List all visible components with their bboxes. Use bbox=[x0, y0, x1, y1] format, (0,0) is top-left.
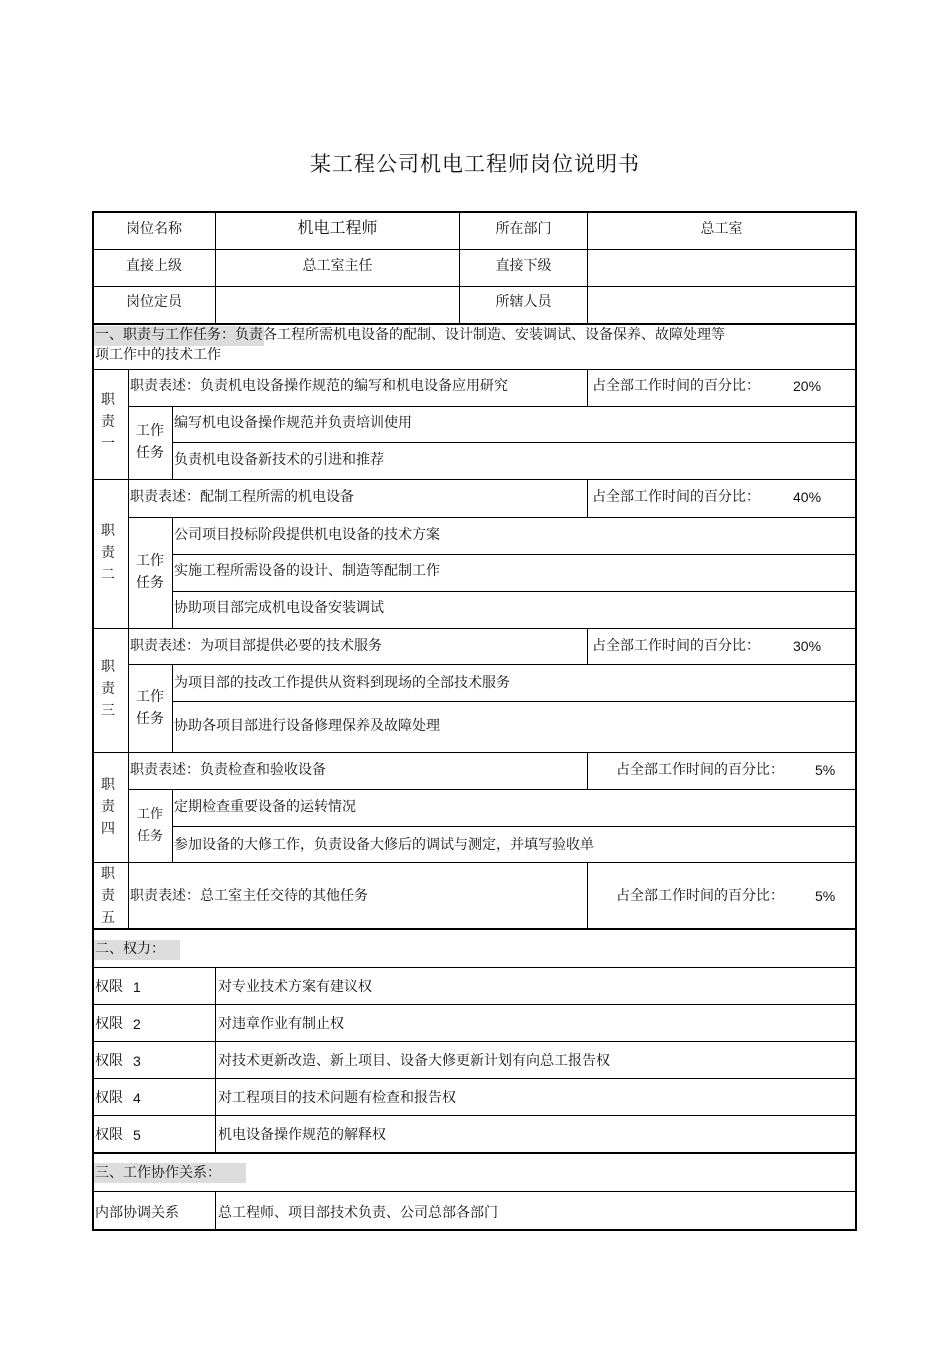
divider bbox=[92, 1115, 857, 1116]
authority-1-label: 权限 bbox=[95, 979, 123, 995]
authority-5-text: 机电设备操作规范的解释权 bbox=[218, 1127, 386, 1143]
table-border-bottom bbox=[92, 1229, 857, 1231]
divider bbox=[587, 628, 588, 665]
divider bbox=[92, 249, 857, 250]
table-border-top bbox=[92, 211, 857, 213]
duty-4-task-2: 参加设备的大修工作，负责设备大修后的调试与测定，并填写验收单 bbox=[174, 837, 594, 853]
superior-value: 总工室主任 bbox=[302, 258, 373, 274]
duty-2-percent-label: 占全部工作时间的百分比： bbox=[592, 489, 760, 505]
divider bbox=[587, 752, 588, 790]
divider bbox=[92, 286, 857, 287]
duty-5-desc: 职责表述：总工室主任交待的其他任务 bbox=[130, 888, 368, 904]
divider bbox=[172, 554, 857, 555]
duty-3-desc: 职责表述：为项目部提供必要的技术服务 bbox=[130, 638, 382, 654]
duty-3-name: 职 责 三 bbox=[101, 659, 115, 719]
duty-2-desc: 职责表述：配制工程所需的机电设备 bbox=[130, 489, 354, 505]
authority-3-label: 权限 bbox=[95, 1053, 123, 1069]
divider bbox=[92, 1078, 857, 1079]
authority-5-num: 5 bbox=[133, 1127, 141, 1143]
section1-heading-cont: 项工作中的技术工作 bbox=[95, 347, 221, 363]
section1-heading: 一、职责与工作任务：负责各工程所需机电设备的配制、设计制造、安装调试、设备保养、故障处理等 bbox=[95, 327, 725, 343]
duty-1-task-2: 负责机电设备新技术的引进和推荐 bbox=[174, 452, 384, 468]
superior-label: 直接上级 bbox=[126, 258, 182, 274]
authority-1-num: 1 bbox=[133, 979, 141, 995]
authority-2-num: 2 bbox=[133, 1016, 141, 1032]
duty-1-task-label: 工作 任务 bbox=[136, 423, 164, 461]
duty-1-name: 职 责 一 bbox=[101, 392, 115, 452]
duty-4-percent: 5% bbox=[815, 762, 836, 778]
authority-4-label: 权限 bbox=[95, 1090, 123, 1106]
department-value: 总工室 bbox=[700, 221, 743, 237]
divider bbox=[172, 701, 857, 702]
section2-heading: 二、权力： bbox=[95, 941, 165, 957]
duty-4-task-label: 工作 任务 bbox=[136, 807, 163, 844]
staff-label: 所辖人员 bbox=[495, 294, 552, 310]
divider bbox=[92, 369, 857, 370]
subordinate-label: 直接下级 bbox=[495, 258, 552, 274]
duty-1-percent-label: 占全部工作时间的百分比： bbox=[592, 378, 760, 394]
divider bbox=[215, 1191, 216, 1230]
duty-5-name: 职 责 五 bbox=[101, 866, 115, 926]
duty-1-percent: 20% bbox=[793, 378, 822, 394]
duty-5-percent-label: 占全部工作时间的百分比： bbox=[616, 888, 784, 904]
divider bbox=[172, 826, 857, 827]
divider bbox=[587, 479, 588, 518]
divider bbox=[587, 862, 588, 929]
duty-3-task-2: 协助各项目部进行设备修理保养及故障处理 bbox=[174, 718, 440, 734]
duty-3-task-1: 为项目部的技改工作提供从资料到现场的全部技术服务 bbox=[174, 675, 510, 691]
divider bbox=[172, 664, 173, 752]
duty-1-desc: 职责表述：负责机电设备操作规范的编写和机电设备应用研究 bbox=[130, 378, 508, 394]
duty-2-percent: 40% bbox=[793, 489, 822, 505]
authority-1-text: 对专业技术方案有建议权 bbox=[218, 979, 372, 995]
position-name-label: 岗位名称 bbox=[126, 221, 182, 237]
divider bbox=[128, 789, 857, 790]
divider bbox=[92, 752, 857, 753]
divider bbox=[128, 664, 857, 665]
duty-2-task-2: 实施工程所需设备的设计、制造等配制工作 bbox=[174, 563, 440, 579]
duty-4-task-1: 定期检查重要设备的运转情况 bbox=[174, 799, 356, 815]
divider bbox=[92, 628, 857, 629]
authority-4-num: 4 bbox=[133, 1090, 141, 1106]
duty-3-percent-label: 占全部工作时间的百分比： bbox=[592, 638, 760, 654]
divider bbox=[128, 517, 857, 518]
divider bbox=[92, 1191, 857, 1192]
section3-heading: 三、工作协作关系： bbox=[95, 1165, 221, 1181]
divider bbox=[92, 862, 857, 863]
authority-3-text: 对技术更新改造、新上项目、设备大修更新计划有向总工报告权 bbox=[218, 1053, 610, 1069]
duty-5-percent: 5% bbox=[815, 888, 836, 904]
headcount-label: 岗位定员 bbox=[126, 294, 182, 310]
divider bbox=[587, 369, 588, 407]
divider bbox=[128, 406, 857, 407]
divider bbox=[92, 479, 857, 480]
authority-4-text: 对工程项目的技术问题有检查和报告权 bbox=[218, 1090, 456, 1106]
divider bbox=[92, 1041, 857, 1042]
duty-2-name: 职 责 二 bbox=[101, 523, 115, 583]
divider bbox=[128, 369, 129, 929]
authority-3-num: 3 bbox=[133, 1053, 141, 1069]
divider bbox=[92, 928, 857, 930]
authority-2-text: 对违章作业有制止权 bbox=[218, 1016, 344, 1032]
divider bbox=[172, 442, 857, 443]
authority-5-label: 权限 bbox=[95, 1127, 123, 1143]
duty-4-percent-label: 占全部工作时间的百分比： bbox=[616, 762, 784, 778]
department-label: 所在部门 bbox=[495, 221, 552, 237]
duty-2-task-1: 公司项目投标阶段提供机电设备的技术方案 bbox=[174, 527, 440, 543]
duty-3-task-label: 工作 任务 bbox=[136, 689, 164, 727]
divider bbox=[172, 591, 857, 592]
position-name-value: 机电工程师 bbox=[297, 218, 378, 237]
divider bbox=[92, 323, 857, 325]
duty-4-name: 职 责 四 bbox=[101, 777, 115, 837]
internal-relation-text: 总工程师、项目部技术负责、公司总部各部门 bbox=[218, 1205, 498, 1221]
internal-relation-label: 内部协调关系 bbox=[95, 1205, 179, 1221]
duty-3-percent: 30% bbox=[793, 638, 822, 654]
divider bbox=[92, 1152, 857, 1154]
divider bbox=[172, 517, 173, 628]
divider bbox=[92, 1004, 857, 1005]
authority-2-label: 权限 bbox=[95, 1016, 123, 1032]
duty-4-desc: 职责表述：负责检查和验收设备 bbox=[130, 762, 326, 778]
divider bbox=[215, 967, 216, 1153]
page-title: 某工程公司机电工程师岗位说明书 bbox=[310, 152, 640, 176]
divider bbox=[92, 967, 857, 968]
duty-2-task-label: 工作 任务 bbox=[136, 553, 164, 591]
duty-1-task-1: 编写机电设备操作规范并负责培训使用 bbox=[174, 415, 412, 431]
duty-2-task-3: 协助项目部完成机电设备安装调试 bbox=[174, 600, 384, 616]
